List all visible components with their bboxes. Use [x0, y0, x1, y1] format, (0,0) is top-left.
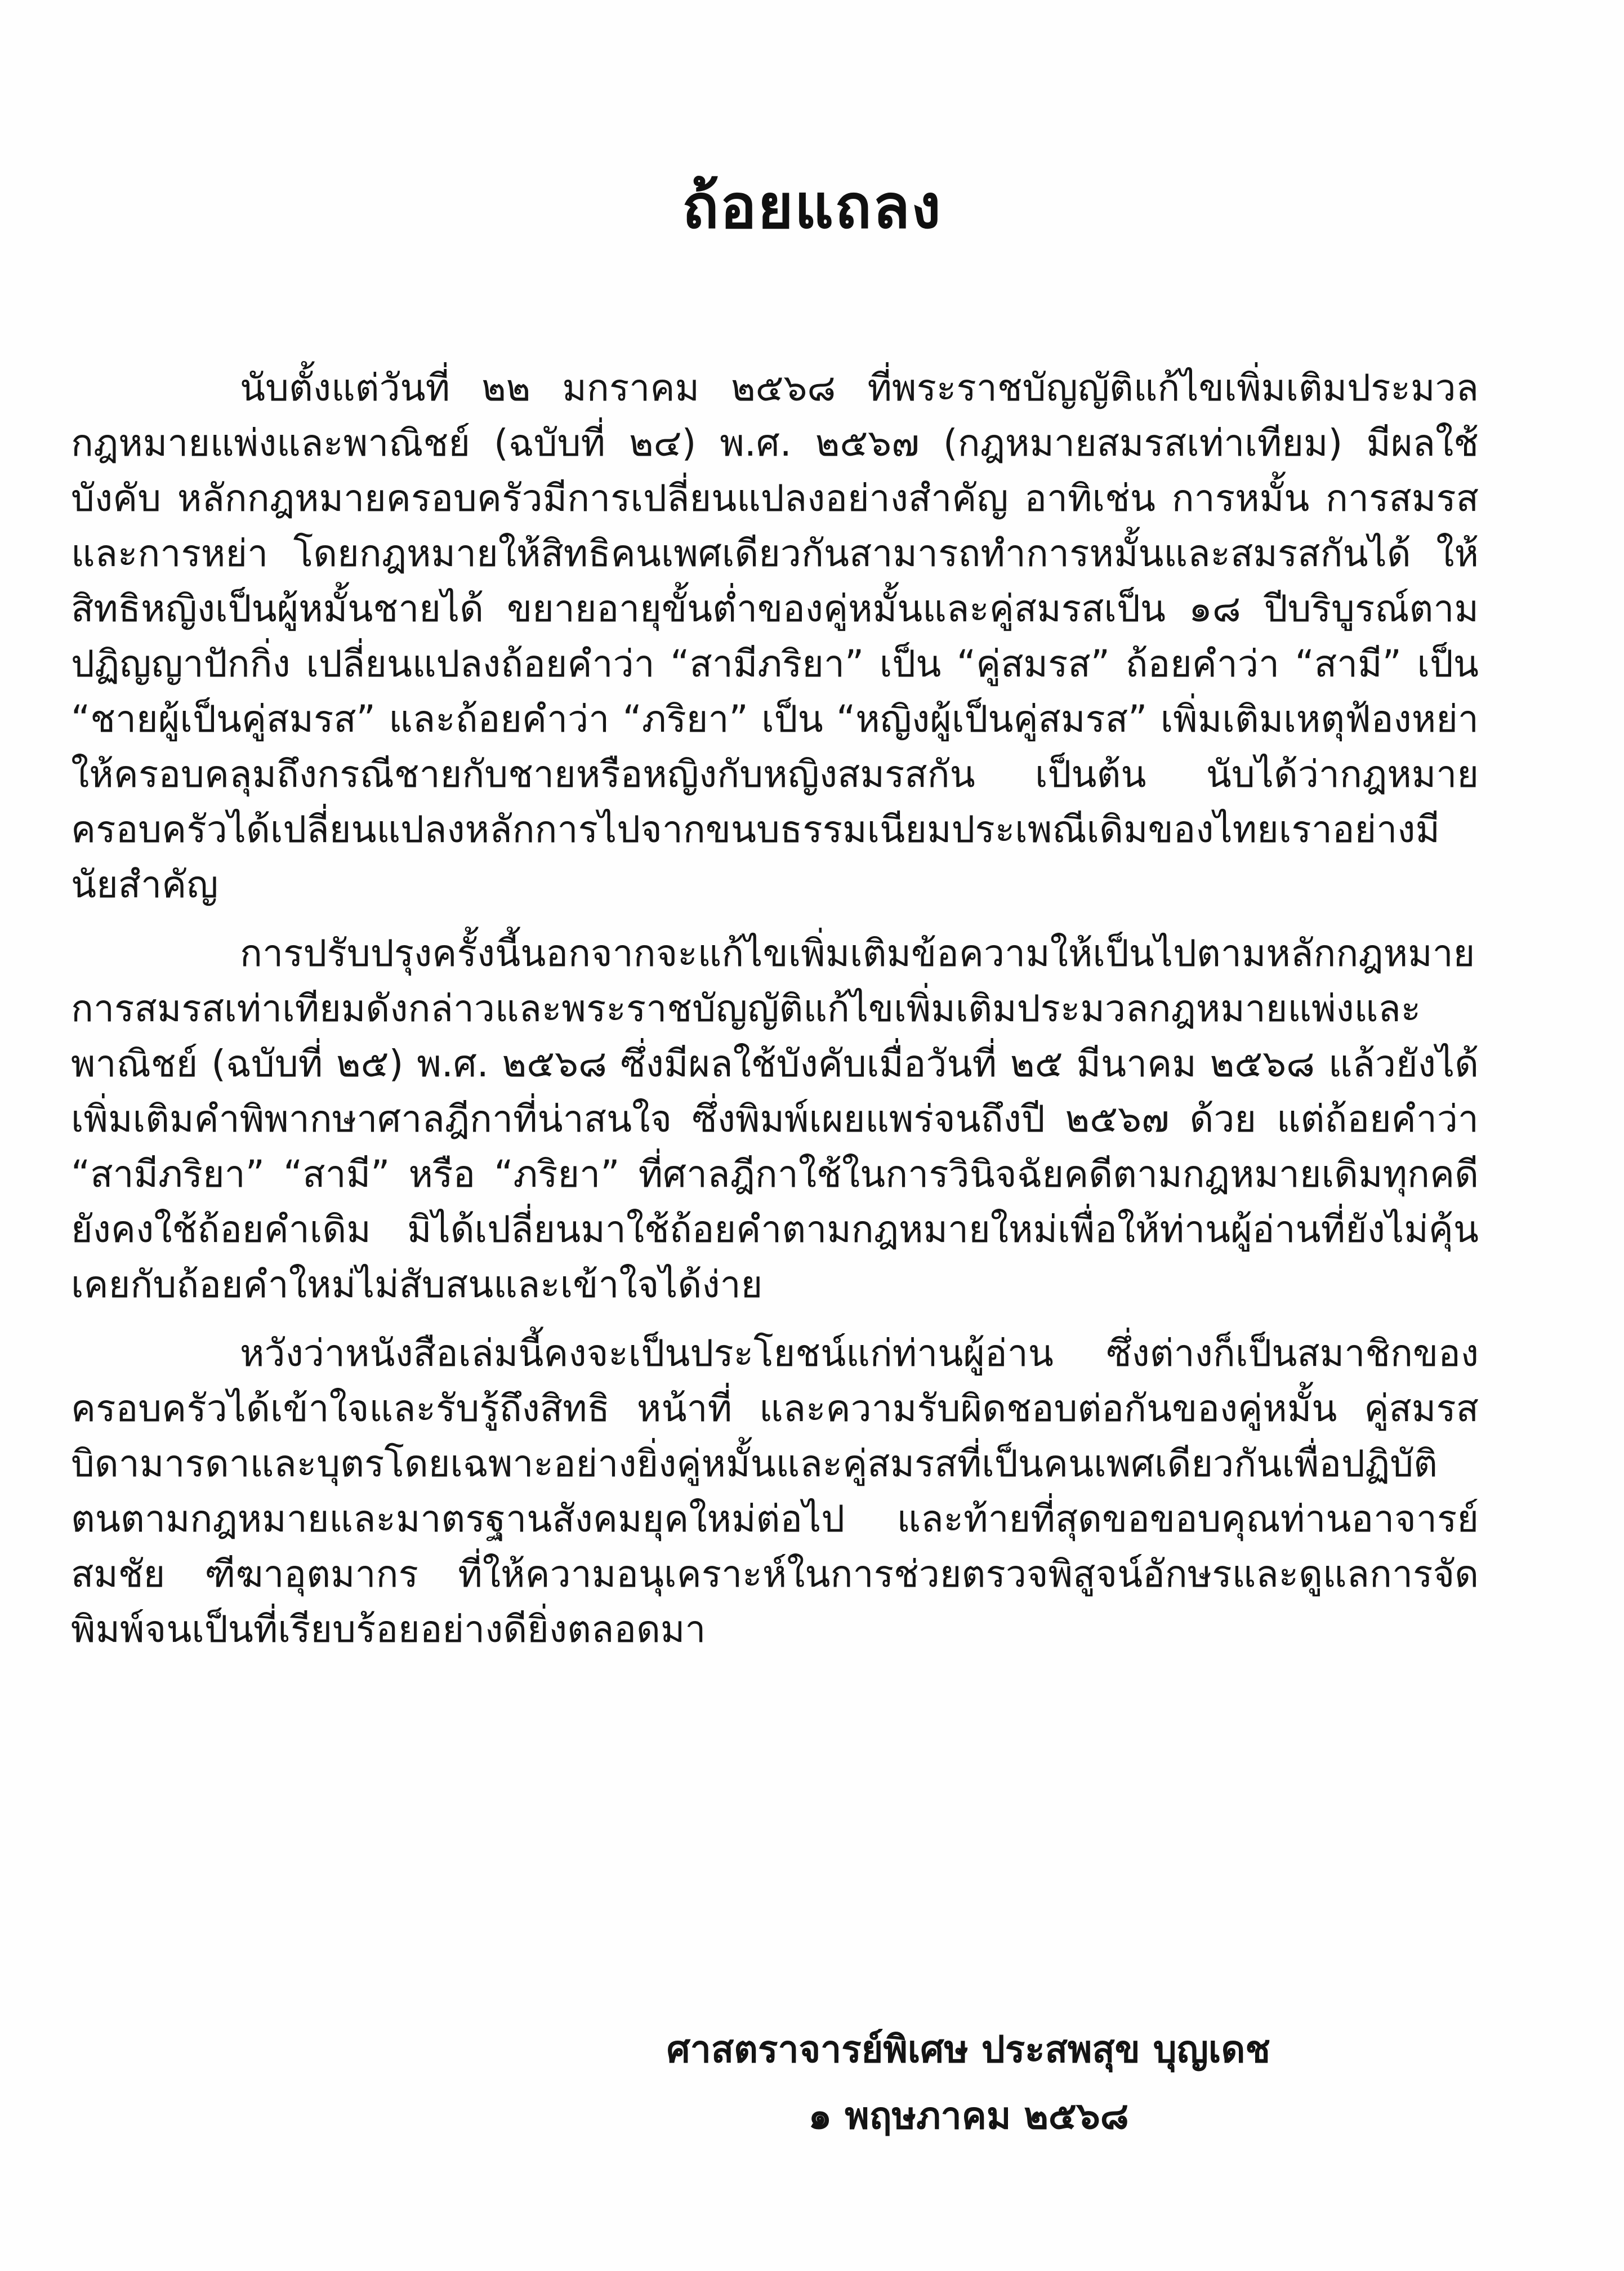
paragraph-3: หวังว่าหนังสือเล่มนี้คงจะเป็นประโยชน์แก่ท่านผู้อ่าน ซึ่งต่างก็เป็นสมาชิกของครอบครัวได้เข้าใจและรับรู้ถึงสิทธิ หน้าที่ และความรับผิดชอบต่อกันของคู่หมั้น คู่สมรส บิดามารดาและบุตรโดยเฉพาะอย่างยิ่งคู่หมั้นและคู่สมรสที่เป็นคนเพศเดียวกันเพื่อปฏิบัติตนตามกฎหมายและมาตรฐานสังคมยุคใหม่ต่อไป และท้ายที่สุดขอขอบคุณท่านอาจารย์สมชัย ฑีฆาอุตมากร ที่ให้ความอนุเคราะห์ในการช่วยตรวจพิสูจน์อักษรและดูแลการจัดพิมพ์จนเป็นที่เรียบร้อยอย่างดียิ่งตลอดมา [71, 1332, 1479, 1651]
signature-date: ๑ พฤษภาคม ๒๕๖๘ [808, 2094, 1129, 2138]
signature-block [563, 2016, 1374, 2149]
document-body [71, 360, 1479, 1671]
paragraph-1: นับตั้งแต่วันที่ ๒๒ มกราคม ๒๕๖๘ ที่พระราชบัญญัติแก้ไขเพิ่มเติมประมวลกฎหมายแพ่งและพาณิชย์ (ฉบับที่ ๒๔) พ.ศ. ๒๕๖๗ (กฎหมายสมรสเท่าเทียม) มีผลใช้บังคับ หลักกฎหมายครอบครัวมีการเปลี่ยนแปลงอย่างสำคัญ อาทิเช่น การหมั้น การสมรส และการหย่า โดยกฎหมายให้สิทธิคนเพศเดียวกันสามารถทำการหมั้นและสมรสกันได้ ให้สิทธิหญิงเป็นผู้หมั้นชายได้ ขยายอายุขั้นต่ำของคู่หมั้นและคู่สมรสเป็น ๑๘ ปีบริบูรณ์ตามปฏิญญาปักกิ่ง เปลี่ยนแปลงถ้อยคำว่า “สามีภริยา” เป็น “คู่สมรส” ถ้อยคำว่า “สามี” เป็น “ชายผู้เป็นคู่สมรส” และถ้อยคำว่า “ภริยา” เป็น “หญิงผู้เป็นคู่สมรส” เพิ่มเติมเหตุฟ้องหย่าให้ครอบคลุมถึงกรณีชายกับชายหรือหญิงกับหญิงสมรสกัน เป็นต้น นับได้ว่ากฎหมายครอบครัวได้เปลี่ยนแปลงหลักการไปจากขนบธรรมเนียมประเพณีเดิมของไทยเราอย่างมีนัยสำคัญ [71, 366, 1479, 906]
document-title: ถ้อยแถลง [682, 172, 942, 242]
paragraph-2: การปรับปรุงครั้งนี้นอกจากจะแก้ไขเพิ่มเติมข้อความให้เป็นไปตามหลักกฎหมายการสมรสเท่าเทียมดังกล่าวและพระราชบัญญัติแก้ไขเพิ่มเติมประมวลกฎหมายแพ่งและพาณิชย์ (ฉบับที่ ๒๕) พ.ศ. ๒๕๖๘ ซึ่งมีผลใช้บังคับเมื่อวันที่ ๒๕ มีนาคม ๒๕๖๘ แล้วยังได้เพิ่มเติมคำพิพากษาศาลฎีกาที่น่าสนใจ ซึ่งพิมพ์เผยแพร่จนถึงปี ๒๕๖๗ ด้วย แต่ถ้อยคำว่า “สามีภริยา” “สามี” หรือ “ภริยา” ที่ศาลฎีกาใช้ในการวินิจฉัยคดีตามกฎหมายเดิมทุกคดียังคงใช้ถ้อยคำเดิม มิได้เปลี่ยนมาใช้ถ้อยคำตามกฎหมายใหม่เพื่อให้ท่านผู้อ่านที่ยังไม่คุ้นเคยกับถ้อยคำใหม่ไม่สับสนและเข้าใจได้ง่าย [71, 932, 1479, 1306]
author-name: ศาสตราจารย์พิเศษ ประสพสุข บุญเดช [666, 2028, 1271, 2071]
